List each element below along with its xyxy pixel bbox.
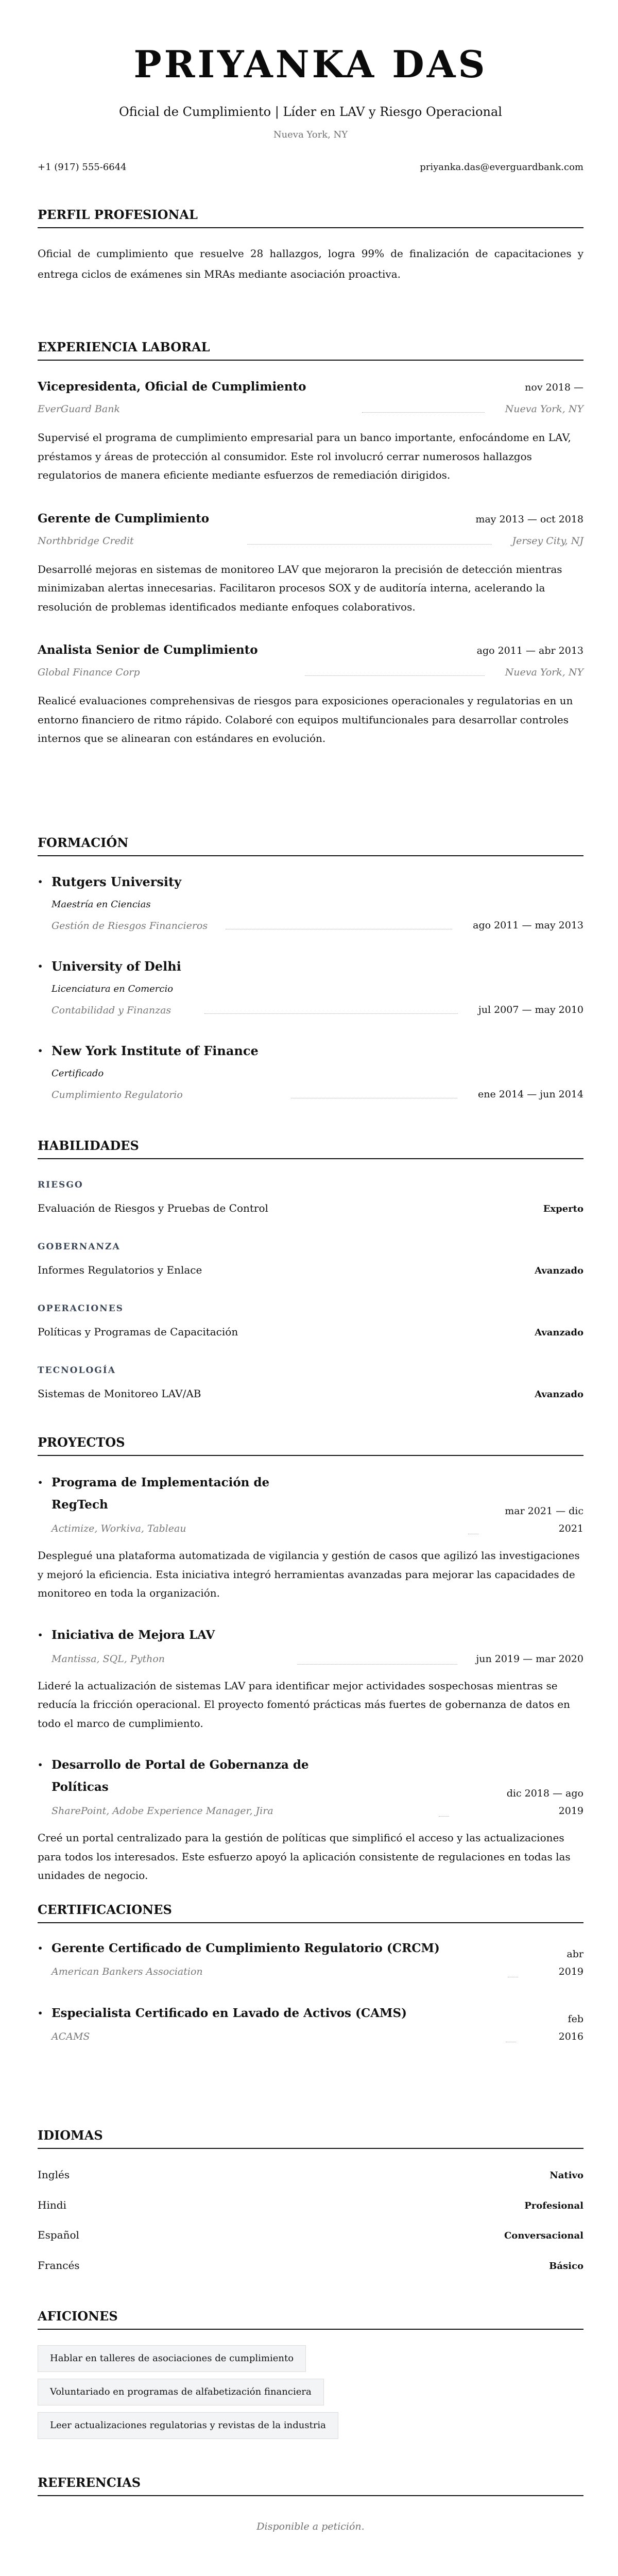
- project-tech: SharePoint, Adobe Experience Manager, Jira: [52, 1805, 273, 1817]
- certification-title: Gerente Certificado de Cumplimiento Regulatorio (CRCM): [52, 1941, 440, 1955]
- certification-issuer: American Bankers Association: [52, 1966, 203, 1977]
- candidate-location: Nueva York, NY: [273, 129, 348, 140]
- job-location: Jersey City, NJ: [512, 535, 583, 547]
- section-heading: AFICIONES: [38, 2309, 583, 2330]
- project-dates: mar 2021 — dic 2021: [505, 1505, 583, 1534]
- project-entry: [38, 1624, 583, 1733]
- job-dates: nov 2018 —: [525, 382, 583, 393]
- institution: Rutgers University: [52, 874, 182, 889]
- job-company: Northbridge Credit: [38, 535, 134, 547]
- skill-name: Sistemas de Monitoreo LAV/AB: [38, 1387, 201, 1400]
- section-heading: CERTIFICACIONES: [38, 1903, 583, 1923]
- section-heading: PERFIL PROFESIONAL: [38, 208, 583, 228]
- institution: University of Delhi: [52, 959, 181, 974]
- experience-section: [38, 340, 583, 748]
- resume-header: [38, 44, 583, 142]
- education-entry: [38, 1044, 583, 1101]
- language-level: Básico: [549, 2260, 583, 2272]
- job-entry: [38, 643, 583, 748]
- certification-entry: [38, 2002, 583, 2045]
- candidate-name: PRIYANKA DAS: [133, 42, 488, 86]
- project-title: Programa de Implementación de RegTech: [52, 1476, 270, 1512]
- degree: Maestría en Ciencias: [52, 899, 151, 910]
- skill-name: Políticas y Programas de Capacitación: [38, 1326, 238, 1338]
- project-entry: [38, 1471, 583, 1603]
- degree: Licenciatura en Comercio: [52, 984, 174, 994]
- references-section: [38, 2476, 583, 2533]
- summary-text: Oficial de cumplimiento que resuelve 28 hallazgos, logra 99% de finalización de capacitaciones y entrega ciclos de exámenes sin MRAs mediante asociación proactiva.: [38, 247, 583, 280]
- job-entry: [38, 380, 583, 485]
- project-dates: jun 2019 — mar 2020: [476, 1653, 583, 1665]
- institution: New York Institute of Finance: [52, 1043, 259, 1058]
- education-dates: ago 2011 — may 2013: [473, 920, 583, 931]
- certification-entry: [38, 1937, 583, 1980]
- skill-level: Avanzado: [535, 1265, 583, 1276]
- certification-title: Especialista Certificado en Lavado de Activos (CAMS): [52, 2006, 407, 2020]
- language-level: Nativo: [550, 2170, 583, 2181]
- skill-category: GOBERNANZA: [38, 1242, 121, 1252]
- bullet-icon: •: [38, 1046, 43, 1056]
- education-dates: ene 2014 — jun 2014: [478, 1089, 583, 1100]
- interest-chip: Voluntariado en programas de alfabetización financiera: [38, 2379, 324, 2405]
- certifications-section: [38, 1903, 583, 2045]
- summary-section: [38, 208, 583, 284]
- dotted-leader: [305, 675, 485, 676]
- section-heading: FORMACIÓN: [38, 836, 583, 856]
- language-name: Inglés: [38, 2168, 70, 2181]
- dotted-leader: [247, 544, 492, 545]
- skill-name: Evaluación de Riesgos y Pruebas de Control: [38, 1202, 268, 1214]
- dotted-leader: [204, 1013, 458, 1014]
- skill-group: [38, 1303, 583, 1340]
- language-row: [38, 2258, 583, 2274]
- project-entry: [38, 1754, 583, 1885]
- job-title: Analista Senior de Cumplimiento: [38, 643, 258, 657]
- interest-list: [38, 2345, 583, 2439]
- section-heading: HABILIDADES: [38, 1139, 583, 1159]
- bullet-icon: •: [38, 1478, 43, 1487]
- projects-section: [38, 1435, 583, 1885]
- skill-category: TECNOLOGÍA: [38, 1365, 116, 1376]
- job-title: Gerente de Cumplimiento: [38, 511, 210, 526]
- field-of-study: Gestión de Riesgos Financieros: [52, 920, 208, 931]
- interest-chip: Hablar en talleres de asociaciones de cumplimiento: [38, 2345, 306, 2372]
- bullet-icon: •: [38, 961, 43, 971]
- language-level: Conversacional: [504, 2230, 583, 2241]
- language-name: Hindi: [38, 2198, 66, 2211]
- project-title: Desarrollo de Portal de Gobernanza de Políticas: [52, 1758, 309, 1794]
- certification-date: abr 2019: [558, 1948, 583, 1977]
- section-heading: PROYECTOS: [38, 1435, 583, 1456]
- bullet-icon: •: [38, 1630, 43, 1640]
- language-name: Español: [38, 2229, 79, 2241]
- project-title: Iniciativa de Mejora LAV: [52, 1628, 215, 1642]
- job-title: Vicepresidenta, Oficial de Cumplimiento: [38, 380, 306, 394]
- section-heading: IDIOMAS: [38, 2128, 583, 2149]
- project-description: Creé un portal centralizado para la gestión de políticas que simplificó el acceso y las actualizaciones para todos los interesados. Este esfuerzo apoyó la aplicación consistente de regulaciones en todas las unidades de negocio.: [38, 1832, 571, 1882]
- language-level: Profesional: [524, 2200, 583, 2211]
- skill-category: RIESGO: [38, 1180, 83, 1190]
- email[interactable]: priyanka.das@everguardbank.com: [420, 162, 583, 173]
- project-description: Lideré la actualización de sistemas LAV para identificar mejor actividades sospechosas mientras se reducía la fricción operacional. El proyecto fomentó prácticas más fuertes de gobernanza de datos en todo el marco de cumplimiento.: [38, 1679, 570, 1730]
- skill-name: Informes Regulatorios y Enlace: [38, 1264, 202, 1276]
- section-heading: REFERENCIAS: [38, 2476, 583, 2496]
- skill-category: OPERACIONES: [38, 1303, 124, 1314]
- skill-level: Experto: [543, 1204, 583, 1214]
- certification-date: feb 2016: [558, 2013, 583, 2042]
- education-section: [38, 836, 583, 1101]
- degree: Certificado: [52, 1068, 104, 1079]
- skills-section: [38, 1139, 583, 1402]
- language-row: [38, 2228, 583, 2243]
- job-entry: [38, 512, 583, 617]
- job-description: Supervisé el programa de cumplimiento empresarial para un banco importante, enfocándome en LAV, préstamos y áreas de protección al consumidor. Este rol involucró cerrar numerosos hallazgos regulatorios de manera eficiente mediante esfuerzos de remediación dirigidos.: [38, 431, 571, 481]
- project-tech: Mantissa, SQL, Python: [52, 1653, 165, 1665]
- education-entry: [38, 875, 583, 933]
- certification-issuer: ACAMS: [52, 2031, 90, 2042]
- language-name: Francés: [38, 2259, 80, 2272]
- dotted-leader: [439, 1816, 449, 1817]
- job-location: Nueva York, NY: [505, 667, 583, 678]
- references-text: Disponible a petición.: [256, 2521, 365, 2532]
- interests-section: [38, 2309, 583, 2446]
- skill-level: Avanzado: [535, 1389, 583, 1400]
- skill-group: [38, 1242, 583, 1278]
- field-of-study: Cumplimiento Regulatorio: [52, 1089, 183, 1100]
- section-heading: EXPERIENCIA LABORAL: [38, 340, 583, 361]
- dotted-leader: [362, 412, 485, 413]
- job-dates: ago 2011 — abr 2013: [476, 645, 583, 656]
- skill-level: Avanzado: [535, 1327, 583, 1338]
- bullet-icon: •: [38, 1760, 43, 1770]
- bullet-icon: •: [38, 1943, 43, 1953]
- job-company: Global Finance Corp: [38, 667, 140, 678]
- contact-row: [38, 161, 583, 174]
- bullet-icon: •: [38, 2008, 43, 2018]
- job-dates: may 2013 — oct 2018: [475, 513, 583, 525]
- languages-section: [38, 2128, 583, 2274]
- job-description: Desarrollé mejoras en sistemas de monitoreo LAV que mejoraron la precisión de detección mientras minimizaban alertas innecesarias. Facilitaron procesos SOX y de auditoría interna, acelerando la resolución de problemas identificados mediante enfoques colaborativos.: [38, 563, 562, 613]
- candidate-title: Oficial de Cumplimiento | Líder en LAV y Riesgo Operacional: [119, 105, 502, 119]
- education-dates: jul 2007 — may 2010: [478, 1004, 583, 1015]
- job-company: EverGuard Bank: [38, 403, 120, 415]
- phone[interactable]: +1 (917) 555-6644: [38, 162, 127, 173]
- interest-chip: Leer actualizaciones regulatorias y revistas de la industria: [38, 2412, 338, 2439]
- job-location: Nueva York, NY: [505, 403, 583, 415]
- project-description: Desplegué una plataforma automatizada de vigilancia y gestión de casos que agilizó las investigaciones y mejoró la eficiencia. Esta iniciativa integró herramientas avanzadas para mejorar las capacidades de monitoreo en toda la organización.: [38, 1549, 580, 1599]
- field-of-study: Contabilidad y Finanzas: [52, 1005, 171, 1016]
- dotted-leader: [297, 1664, 457, 1665]
- project-tech: Actimize, Workiva, Tableau: [52, 1523, 186, 1534]
- skill-group: [38, 1180, 583, 1216]
- education-entry: [38, 959, 583, 1017]
- skill-group: [38, 1365, 583, 1402]
- language-row: [38, 2198, 583, 2213]
- language-row: [38, 2167, 583, 2183]
- project-dates: dic 2018 — ago 2019: [506, 1788, 583, 1817]
- bullet-icon: •: [38, 877, 43, 887]
- job-description: Realicé evaluaciones comprehensivas de riesgos para exposiciones operacionales y regulatorias en un entorno financiero de ritmo rápido. Colaboré con equipos multifuncionales para desarrollar controles internos que se alinearan con estándares en evolución.: [38, 694, 573, 744]
